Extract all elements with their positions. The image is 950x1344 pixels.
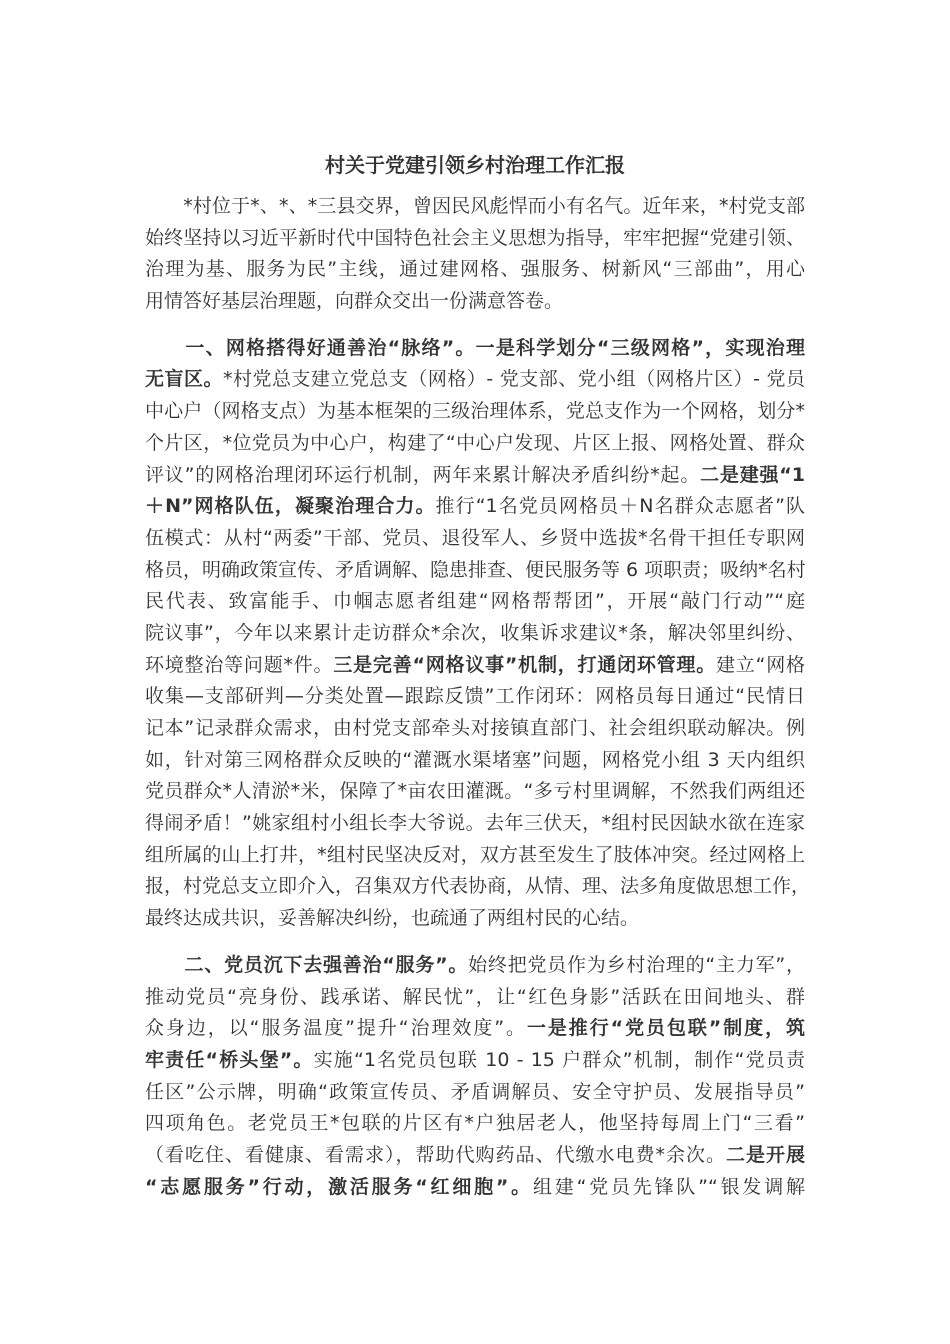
body-text: 个片区，*位党员为中心户，构建了“中心户发现、片区上报、网格处置、群众 [145,431,805,454]
body-text: 最终达成共识，妥善解决纠纷，也疏通了两组村民的心结。 [145,907,640,930]
bold-heading-text: 一是推行“党员包联”制度，筑 [526,1017,805,1040]
body-text: 评议”的网格治理闭环运行机制，两年来累计解决矛盾纠纷*起。 [145,463,701,486]
text-line [145,808,805,840]
body-text: 组所属的山上打井，*组村民坚决反对，双方甚至发生了肢体冲突。经过网格上 [145,843,805,866]
body-text: *村党总支建立党总支（网格）- 党支部、党小组（网格片区）- 党员 [222,368,805,391]
text-line [145,776,805,808]
text-line [145,396,805,428]
text-line [145,1172,805,1204]
document-body [145,191,811,1218]
body-text: 推动党员“亮身份、践承诺、解民忧”，让“红色身影”活跃在田间地头、群 [145,985,805,1008]
body-text: 众身边，以“服务温度”提升“治理效度”。 [145,1017,527,1040]
text-line [145,1077,805,1109]
body-text: 任区”公示牌，明确“政策宣传员、矛盾调解员、安全守护员、发展指导员” [145,1080,805,1103]
body-text: 始终坚持以习近平新时代中国特色社会主义思想为指导，牢牢把握“党建引领、 [145,226,805,249]
body-text: 中心户（网格支点）为基本框架的三级治理体系，党总支作为一个网格，划分* [145,400,805,423]
text-line [145,950,805,982]
body-text: 格员，明确政策宣传、矛盾调解、隐患排查、便民服务等 6 项职责；吸纳*名村 [145,558,806,581]
text-line [145,1108,805,1140]
bold-heading-text: 无盲区。 [145,368,223,391]
text-line [145,903,805,935]
body-text: *村位于*、*、*三县交界，曾因民风彪悍而小有名气。近年来，*村党支部 [145,195,805,217]
body-text: 环境整治等问题*件。 [145,653,334,676]
text-line [145,491,805,523]
body-text: 如，针对第三网格群众反映的“灌溉水渠堵塞”问题，网格党小组 3 天内组织 [145,748,805,771]
body-text: 得闹矛盾！”姚家组村小组长李大爷说。去年三伏天，*组村民因缺水欲在连家 [145,812,805,835]
text-line [145,618,805,650]
text-line [145,364,805,396]
text-line [145,223,805,255]
text-line [145,333,805,365]
bold-heading-text: 二是建强“1 [700,463,805,486]
body-text: 收集—支部研判—分类处置—跟踪反馈”工作闭环：网格员每日通过“民情日 [145,685,805,708]
text-line [145,1013,805,1045]
bold-heading-text: 二是开展 [725,1143,805,1166]
bold-heading-text: ＋N”网格队伍，凝聚治理合力。 [145,495,436,518]
body-text: 记本”记录群众需求，由村党支部牵头对接镇直部门、社会组织联动解决。例 [145,717,805,739]
text-line [145,555,805,587]
body-text: 治理为基、服务为民”主线，通过建网格、强服务、树新风“三部曲”，用心 [145,258,805,281]
text-line [145,286,805,318]
bold-heading-text: 三是完善“网格议事”机制，打通闭环管理。 [333,653,716,676]
text-line [145,586,805,618]
document-title: 村关于党建引领乡村治理工作汇报 [325,153,625,177]
bold-heading-text: “志愿服务”行动，激活服务“红细胞”。 [145,1175,533,1198]
body-text: 实施“1名党员包联 10 - 15 户群众”机制，制作“党员责 [313,1048,805,1071]
text-line [145,982,805,1014]
text-line [145,191,805,223]
text-line [145,840,805,872]
paragraph [145,950,805,1204]
paragraph [145,333,811,935]
bold-heading-text: 牢责任“桥头堡”。 [145,1048,314,1071]
text-line [145,254,805,286]
text-line [145,650,805,682]
body-text: 伍模式：从村“两委”干部、党员、退役军人、乡贤中选拔*名骨干担任专职网 [145,526,805,549]
bold-heading-text: 二、党员沉下去强善治“服务”。 [145,953,469,976]
bold-heading-text: 一、网格搭得好通善治“脉络”。一是科学划分“三级网格”，实现治理 [145,336,805,359]
text-line [145,460,805,492]
text-line [145,1140,805,1172]
text-line [145,681,805,713]
body-text: 始终把党员作为乡村治理的“主力军”， [468,953,805,976]
body-text: 四项角色。老党员王*包联的片区有*户独居老人，他坚持每周上门“三看” [145,1112,805,1135]
body-text: 推行“1名党员网格员＋N名群众志愿者”队 [435,495,805,518]
body-text: 院议事”，今年以来累计走访群众*余次，收集诉求建议*条，解决邻里纠纷、 [145,621,805,644]
text-line [145,871,811,903]
body-text: 组建“党员先锋队”“银发调解 [532,1175,806,1198]
text-line [145,745,805,777]
body-text: 党员群众*人清淤*米，保障了*亩农田灌溉。“多亏村里调解，不然我们两组还 [145,780,805,803]
body-text: 报，村党总支立即介入，召集双方代表协商，从情、理、法多角度做思想工作， [145,875,811,898]
body-text: （看吃住、看健康、看需求），帮助代购药品、代缴水电费*余次。 [145,1143,726,1166]
text-line [145,428,805,460]
paragraph [145,191,805,318]
text-line [145,713,805,745]
body-text: 建立“网格 [716,653,805,676]
body-text: 用情答好基层治理题，向群众交出一份满意答卷。 [145,290,564,313]
text-line [145,1045,805,1077]
body-text: 民代表、致富能手、巾帼志愿者组建“网格帮帮团”，开展“敲门行动”“庭 [145,590,805,613]
text-line [145,523,805,555]
